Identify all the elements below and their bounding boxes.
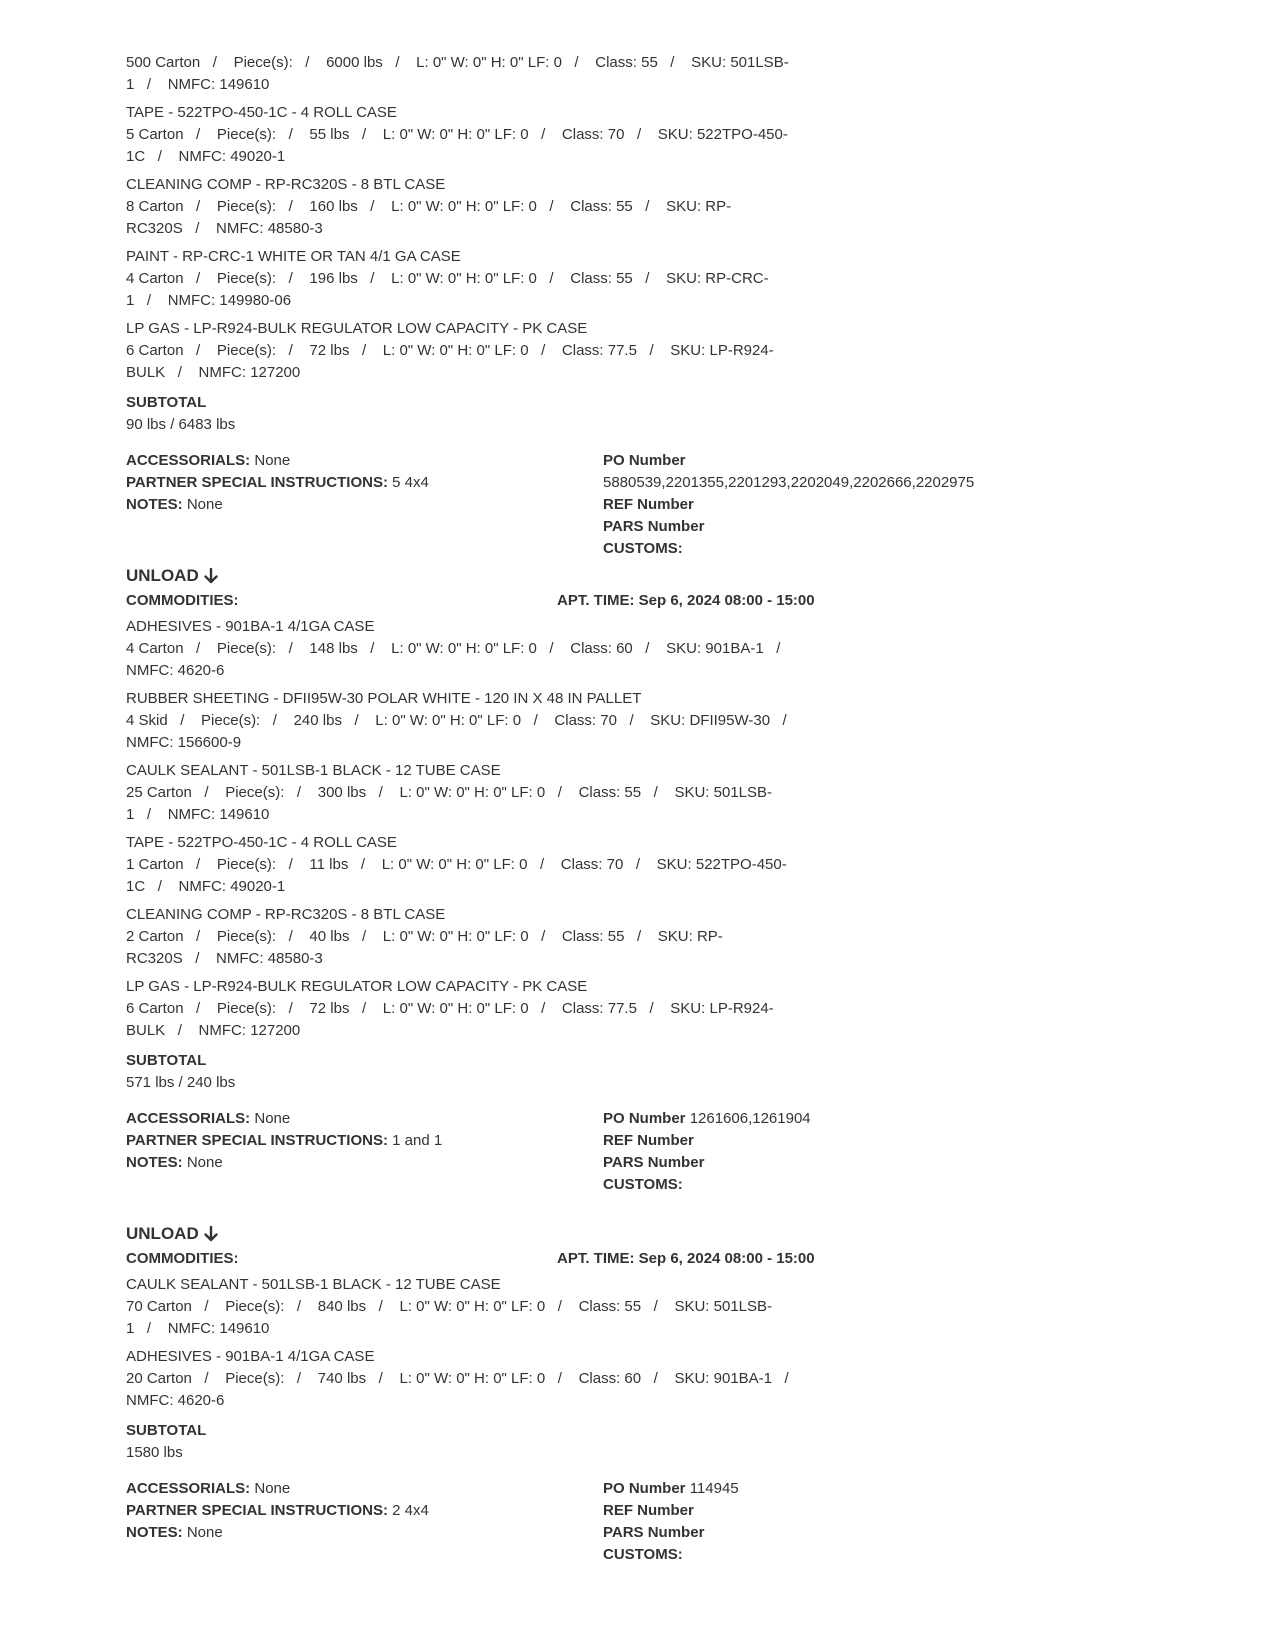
- commodity-detail: 4 Skid / Piece(s): / 240 lbs / L: 0" W: 0" H: 0" LF: 0 / Class: 70 / SKU: DFII95W-30 / NMFC: 156600-9: [126, 712, 800, 751]
- commodity-description: ADHESIVES - 901BA-1 4/1GA CASE: [126, 618, 375, 635]
- commodities-label: COMMODITIES:: [126, 592, 239, 609]
- commodity-description: LP GAS - LP-R924-BULK REGULATOR LOW CAPACITY - PK CASE: [126, 320, 588, 337]
- ref-number-label: REF Number: [603, 496, 694, 513]
- commodity-item: [126, 760, 806, 826]
- notes-label: NOTES:: [126, 496, 183, 513]
- commodities-label: COMMODITIES:: [126, 1250, 239, 1267]
- commodity-item: [126, 52, 806, 96]
- stop-info: [126, 1478, 1176, 1588]
- ref-number-label: REF Number: [603, 1502, 694, 1519]
- unload-title: UNLOAD: [126, 566, 199, 585]
- subtotal-label: SUBTOTAL: [126, 394, 207, 411]
- commodity-item: [126, 904, 806, 970]
- commodity-description: RUBBER SHEETING - DFII95W-30 POLAR WHITE - 120 IN X 48 IN PALLET: [126, 690, 642, 707]
- customs-label: CUSTOMS:: [603, 540, 683, 557]
- stop-info-left: [126, 1478, 586, 1544]
- special-instructions-value: 2 4x4: [392, 1502, 429, 1519]
- unload-section: [126, 564, 1176, 1218]
- commodities-list: [126, 1274, 806, 1412]
- stop-info-left: [126, 450, 586, 516]
- commodity-item: [126, 616, 806, 682]
- commodity-detail: 5 Carton / Piece(s): / 55 lbs / L: 0" W: 0" H: 0" LF: 0 / Class: 70 / SKU: 522TPO-450-1C / NMFC: 49020-1: [126, 126, 788, 165]
- po-number-value: 114945: [689, 1480, 739, 1497]
- commodities-header: [126, 588, 1176, 614]
- arrow-down-icon: [204, 568, 218, 584]
- commodity-description: LP GAS - LP-R924-BULK REGULATOR LOW CAPACITY - PK CASE: [126, 978, 588, 995]
- po-number-label: PO Number: [603, 1110, 686, 1127]
- special-instructions-label: PARTNER SPECIAL INSTRUCTIONS:: [126, 1502, 388, 1519]
- pars-number-label: PARS Number: [603, 1154, 705, 1171]
- subtotal-block: [126, 1050, 1176, 1094]
- appointment-time: APT. TIME: Sep 6, 2024 08:00 - 15:00: [557, 1250, 815, 1267]
- commodity-description: TAPE - 522TPO-450-1C - 4 ROLL CASE: [126, 104, 397, 121]
- commodity-detail: 6 Carton / Piece(s): / 72 lbs / L: 0" W: 0" H: 0" LF: 0 / Class: 77.5 / SKU: LP-R924-BULK / NMFC: 127200: [126, 342, 774, 381]
- subtotal-block: [126, 392, 1176, 436]
- commodity-item: [126, 1274, 806, 1340]
- special-instructions-value: 1 and 1: [392, 1132, 443, 1149]
- subtotal-block: [126, 1420, 1176, 1464]
- stop-info-right: [603, 1478, 1163, 1566]
- commodity-detail: 8 Carton / Piece(s): / 160 lbs / L: 0" W: 0" H: 0" LF: 0 / Class: 55 / SKU: RP-RC320S / NMFC: 48580-3: [126, 198, 732, 237]
- unload-title: UNLOAD: [126, 1224, 199, 1243]
- appointment-time: APT. TIME: Sep 6, 2024 08:00 - 15:00: [557, 592, 815, 609]
- commodities-header: [126, 1246, 1176, 1272]
- commodities-list: [126, 616, 806, 1042]
- commodity-detail: 25 Carton / Piece(s): / 300 lbs / L: 0" W: 0" H: 0" LF: 0 / Class: 55 / SKU: 501LSB-1 / NMFC: 149610: [126, 784, 773, 823]
- notes-value: None: [186, 1524, 223, 1541]
- unload-heading: [126, 1222, 1176, 1246]
- po-number-value: 5880539,2201355,2201293,2202049,2202666,2202975: [603, 474, 975, 491]
- accessorials-label: ACCESSORIALS:: [126, 1480, 251, 1497]
- commodity-description: CLEANING COMP - RP-RC320S - 8 BTL CASE: [126, 176, 446, 193]
- subtotal-label: SUBTOTAL: [126, 1422, 207, 1439]
- special-instructions-label: PARTNER SPECIAL INSTRUCTIONS:: [126, 474, 388, 491]
- shipment-document: [126, 52, 1176, 1588]
- commodity-item: [126, 976, 806, 1042]
- commodity-description: CAULK SEALANT - 501LSB-1 BLACK - 12 TUBE CASE: [126, 762, 501, 779]
- commodity-detail: 2 Carton / Piece(s): / 40 lbs / L: 0" W: 0" H: 0" LF: 0 / Class: 55 / SKU: RP-RC320S / NMFC: 48580-3: [126, 928, 723, 967]
- customs-label: CUSTOMS:: [603, 1176, 683, 1193]
- po-number-label: PO Number: [603, 452, 686, 469]
- commodity-item: [126, 246, 806, 312]
- commodity-detail: 4 Carton / Piece(s): / 148 lbs / L: 0" W: 0" H: 0" LF: 0 / Class: 60 / SKU: 901BA-1 / NMFC: 4620-6: [126, 640, 793, 679]
- commodity-item: [126, 832, 806, 898]
- po-number-value: 1261606,1261904: [689, 1110, 811, 1127]
- commodity-description: CAULK SEALANT - 501LSB-1 BLACK - 12 TUBE CASE: [126, 1276, 501, 1293]
- commodity-item: [126, 1346, 806, 1412]
- ref-number-label: REF Number: [603, 1132, 694, 1149]
- commodity-detail: 500 Carton / Piece(s): / 6000 lbs / L: 0" W: 0" H: 0" LF: 0 / Class: 55 / SKU: 501LSB-1 / NMFC: 149610: [126, 54, 789, 93]
- commodity-description: CLEANING COMP - RP-RC320S - 8 BTL CASE: [126, 906, 446, 923]
- unload-heading: [126, 564, 1176, 588]
- stop-info-right: [603, 1108, 1163, 1196]
- unload-section: [126, 1222, 1176, 1588]
- stop-info: [126, 450, 1176, 560]
- commodity-item: [126, 174, 806, 240]
- special-instructions-label: PARTNER SPECIAL INSTRUCTIONS:: [126, 1132, 388, 1149]
- commodity-detail: 20 Carton / Piece(s): / 740 lbs / L: 0" W: 0" H: 0" LF: 0 / Class: 60 / SKU: 901BA-1 / NMFC: 4620-6: [126, 1370, 802, 1409]
- notes-value: None: [186, 1154, 223, 1171]
- accessorials-value: None: [254, 1480, 291, 1497]
- subtotal-value: 1580 lbs: [126, 1444, 183, 1461]
- accessorials-label: ACCESSORIALS:: [126, 1110, 251, 1127]
- subtotal-value: 571 lbs / 240 lbs: [126, 1074, 236, 1091]
- notes-value: None: [186, 496, 223, 513]
- arrow-down-icon: [204, 1226, 218, 1242]
- commodity-item: [126, 688, 806, 754]
- stop-info-left: [126, 1108, 586, 1174]
- customs-label: CUSTOMS:: [603, 1546, 683, 1563]
- commodity-item: [126, 318, 806, 384]
- notes-label: NOTES:: [126, 1154, 183, 1171]
- po-number-label: PO Number: [603, 1480, 686, 1497]
- pars-number-label: PARS Number: [603, 1524, 705, 1541]
- accessorials-value: None: [254, 1110, 291, 1127]
- notes-label: NOTES:: [126, 1524, 183, 1541]
- subtotal-value: 90 lbs / 6483 lbs: [126, 416, 236, 433]
- commodity-detail: 70 Carton / Piece(s): / 840 lbs / L: 0" W: 0" H: 0" LF: 0 / Class: 55 / SKU: 501LSB-1 / NMFC: 149610: [126, 1298, 773, 1337]
- accessorials-label: ACCESSORIALS:: [126, 452, 251, 469]
- stop-info: [126, 1108, 1176, 1218]
- commodity-description: PAINT - RP-CRC-1 WHITE OR TAN 4/1 GA CASE: [126, 248, 461, 265]
- special-instructions-value: 5 4x4: [392, 474, 429, 491]
- commodity-detail: 6 Carton / Piece(s): / 72 lbs / L: 0" W: 0" H: 0" LF: 0 / Class: 77.5 / SKU: LP-R924-BULK / NMFC: 127200: [126, 1000, 774, 1039]
- commodity-detail: 4 Carton / Piece(s): / 196 lbs / L: 0" W: 0" H: 0" LF: 0 / Class: 55 / SKU: RP-CRC-1 / NMFC: 149980-06: [126, 270, 769, 309]
- commodity-item: [126, 102, 806, 168]
- commodity-description: TAPE - 522TPO-450-1C - 4 ROLL CASE: [126, 834, 397, 851]
- commodity-detail: 1 Carton / Piece(s): / 11 lbs / L: 0" W: 0" H: 0" LF: 0 / Class: 70 / SKU: 522TPO-450-1C / NMFC: 49020-1: [126, 856, 787, 895]
- pars-number-label: PARS Number: [603, 518, 705, 535]
- accessorials-value: None: [254, 452, 291, 469]
- stop-info-right: [603, 450, 1163, 560]
- subtotal-label: SUBTOTAL: [126, 1052, 207, 1069]
- top-commodities-list: [126, 52, 806, 384]
- commodity-description: ADHESIVES - 901BA-1 4/1GA CASE: [126, 1348, 375, 1365]
